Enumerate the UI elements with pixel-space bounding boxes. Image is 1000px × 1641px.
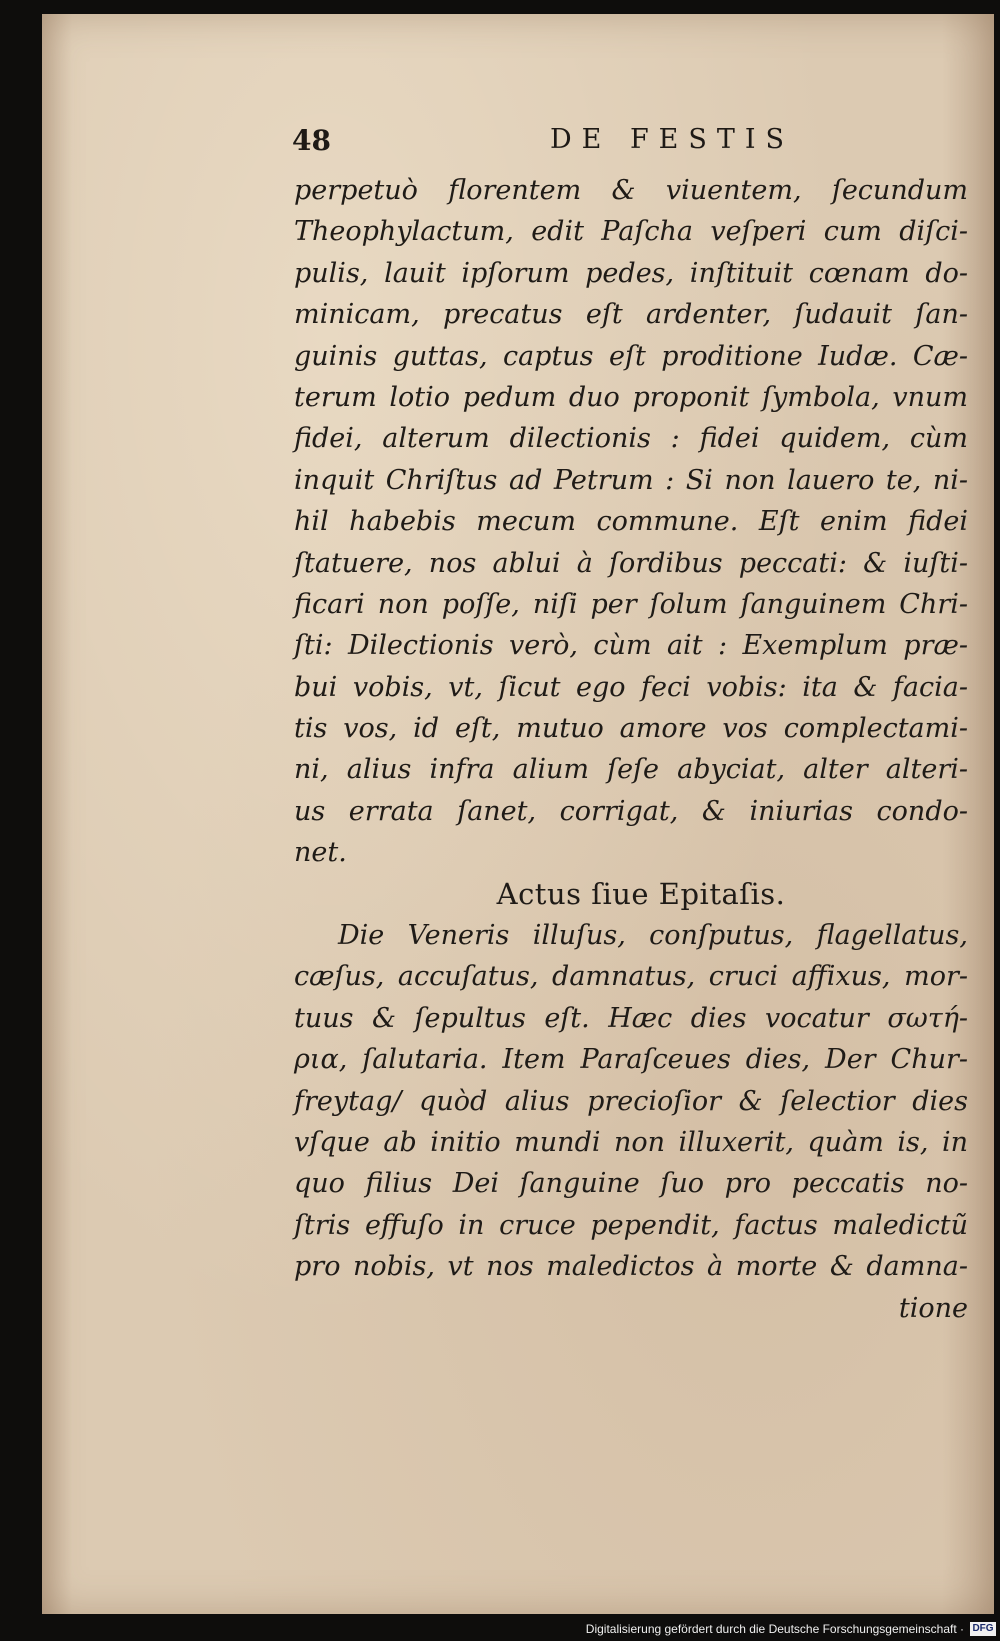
text-line: ſti: Dilectionis verò, cùm ait : Exemplum præ- (294, 630, 968, 662)
catchword: tione (898, 1292, 968, 1324)
text-line: ni, alius infra alium ſeſe abyciat, alter alteri- (294, 754, 968, 786)
text-line: ſtris effuſo in cruce pependit, factus maledictũ (294, 1209, 968, 1241)
funding-credit: Digitalisierung gefördert durch die Deutsche Forschungsgemeinschaft · (585, 1622, 964, 1636)
text-line: ſtatuere, nos ablui à ſordibus peccati: & iuſti- (294, 547, 968, 579)
page-header (292, 124, 992, 164)
text-line: net. (294, 837, 347, 869)
body-text (294, 170, 968, 1329)
text-line: inquit Chriſtus ad Petrum : Si non lauero te, ni- (294, 464, 968, 496)
text-line: hil habebis mecum commune. Eſt enim fidei (294, 506, 968, 538)
text-line: ficari non poſſe, niſi per ſolum ſanguinem Chri- (294, 588, 968, 620)
text-line: minicam, precatus eſt ardenter, ſudauit ſan- (294, 299, 968, 331)
text-line: tis vos, id eſt, mutuo amore vos complectami- (294, 713, 968, 745)
section-heading: Actus ſiue Epitaſis. (496, 876, 786, 911)
text-line: ρια, ſalutaria. Item Paraſceues dies, Der Chur- (294, 1044, 968, 1076)
text-line: pro nobis, vt nos maledictos à morte & damna- (294, 1251, 968, 1283)
text-line: quo filius Dei ſanguine ſuo pro peccatis no- (294, 1168, 968, 1200)
text-line: pulis, lauit ipſorum pedes, inſtituit cœnam do- (294, 257, 968, 289)
page-number: 48 (292, 124, 331, 157)
dfg-logo-icon: DFG (970, 1622, 996, 1636)
text-line: cæſus, accuſatus, damnatus, cruci affixus, mor- (294, 961, 968, 993)
text-line: perpetuò florentem & viuentem, ſecundum (294, 175, 968, 206)
text-line: us errata ſanet, corrigat, & iniurias condo- (294, 795, 968, 827)
text-line: Theophylactum, edit Paſcha veſperi cum diſci- (294, 216, 968, 248)
text-line: vſque ab initio mundi non illuxerit, quàm is, in (294, 1126, 968, 1158)
text-line: tuus & ſepultus eſt. Hæc dies vocatur σωτή- (294, 1002, 968, 1034)
text-line: terum lotio pedum duo proponit ſymbola, vnum (294, 381, 968, 413)
running-head: DE FESTIS (550, 124, 795, 155)
text-line: Die Veneris illuſus, conſputus, flagellatus, (338, 920, 968, 952)
text-line: guinis guttas, captus eſt proditione Iudæ. Cæ- (294, 340, 968, 372)
text-line: fidei, alterum dilectionis : fidei quidem, cùm (294, 423, 968, 455)
text-line: freytag/ quòd alius precioſior & ſelectior dies (294, 1085, 968, 1117)
text-line: bui vobis, vt, ſicut ego feci vobis: ita & facia- (294, 671, 968, 703)
book-page (42, 14, 994, 1614)
